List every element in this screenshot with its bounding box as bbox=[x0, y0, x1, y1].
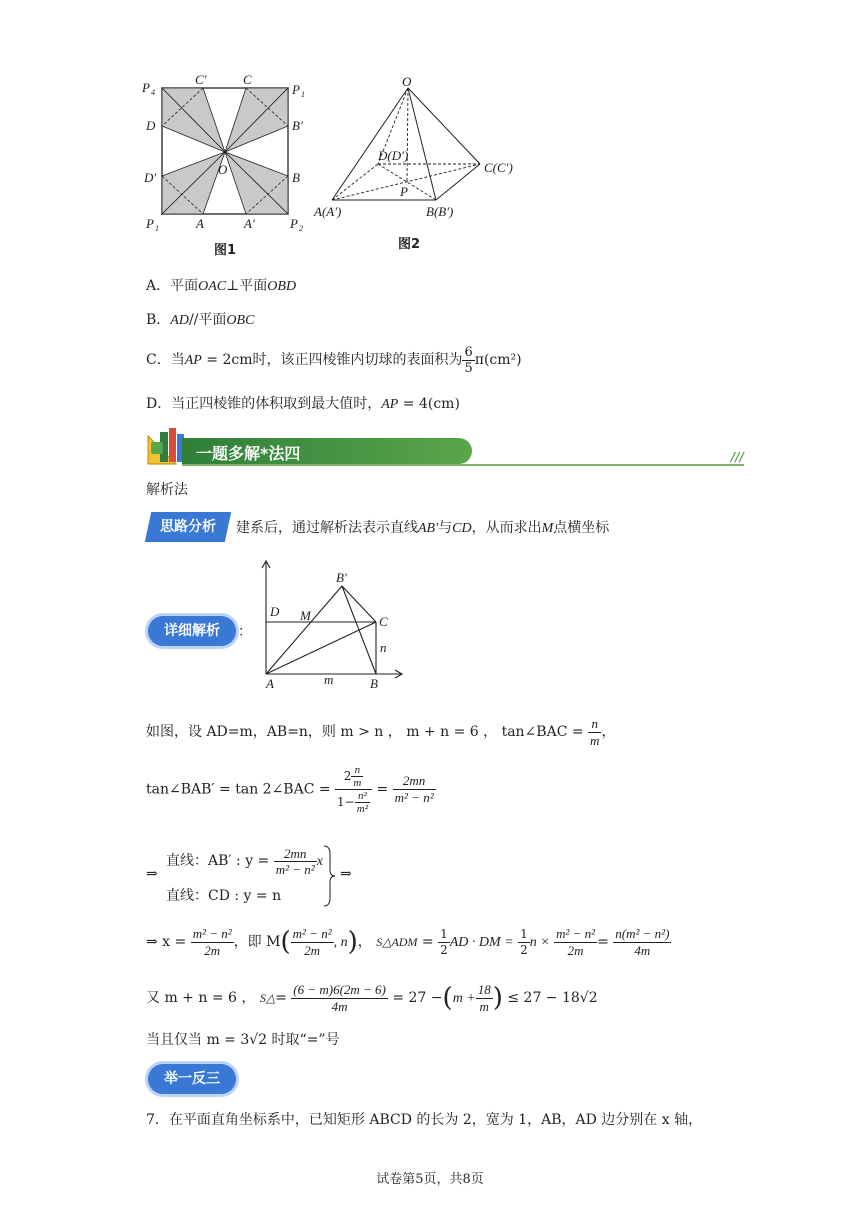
fig2-label-o: O bbox=[402, 76, 412, 89]
line-1: 如图，设 AD=m，AB=n，则 m > n ， m + n = 6 ， tan∠BAC = $\frac{n}{m}$ ， bbox=[146, 715, 616, 748]
svg-text:2: 2 bbox=[299, 224, 303, 233]
coordinate-figure bbox=[252, 558, 412, 694]
fig1-label-p1b: P bbox=[146, 216, 154, 231]
brace-icon bbox=[322, 844, 336, 908]
practice-tag: 举一反三 bbox=[148, 1064, 236, 1094]
fig2-label-c: C(C′) bbox=[484, 160, 513, 175]
fig2-label-b: B(B′) bbox=[426, 204, 454, 219]
method-banner bbox=[146, 428, 744, 466]
svg-text:4: 4 bbox=[151, 88, 155, 97]
coord-label-mm: m bbox=[324, 672, 334, 687]
svg-text:1: 1 bbox=[301, 90, 305, 99]
option-b: B．AD//平面OBC bbox=[146, 312, 255, 328]
banner-title: 一题多解*法四 bbox=[196, 444, 301, 463]
coord-label-m: M bbox=[300, 608, 311, 623]
question-7: 7．在平面直角坐标系中，已知矩形 ABCD 的长为 2，宽为 1，AB，AD 边分别在 x 轴， bbox=[146, 1112, 703, 1128]
line-6: 当且仅当 m = 3√2 时取“=”号 bbox=[146, 1032, 340, 1048]
option-a: A．平面OAC⊥平面OBD bbox=[146, 278, 297, 294]
fig1-label-p2: P bbox=[290, 216, 298, 231]
coord-label-c: C bbox=[379, 614, 388, 629]
fig1-label-d: D bbox=[146, 118, 156, 133]
analysis-tag: 思路分析 bbox=[145, 512, 231, 542]
line-4: ⇒ x = $\frac{\text{m² − n²}}{2m}$ ，即 M( $\frac{\text{m² − n²}}{2m}$ , n)， S△ADM = $\frac{1}{2}$ AD · DM = $\frac{1}{2}$ n × $\frac{\text{m² − n²}}{2m}$ = $\frac{\text{n(m² − n²)}}{4m}$ bbox=[146, 925, 670, 958]
line-5: 又 m + n = 6 ， S△= $\frac{(6 - m)6(2m - 6)}{4m}$ = 27 −(m + $\frac{18}{m}$ ) ≤ 27 − 18√2 bbox=[146, 981, 598, 1014]
fig2-caption: 图2 bbox=[398, 237, 421, 252]
coord-label-d: D bbox=[270, 604, 280, 619]
fig1-label-p4: P bbox=[142, 80, 150, 95]
coord-label-a: A bbox=[266, 676, 274, 691]
coord-label-n: n bbox=[380, 640, 387, 655]
option-d: D．当正四棱锥的体积取到最大值时，AP = 4(cm) bbox=[146, 396, 460, 412]
fig1-caption: 图1 bbox=[214, 243, 237, 258]
page-footer: 试卷第5页，共8页 bbox=[376, 1172, 484, 1187]
line-3: ⇒ 直线：AB′ : y = $\frac{2mn}{\text{m² − n²}}$ x 直线：CD : y = n ⇒ bbox=[146, 840, 366, 910]
banner-slashes: /// bbox=[730, 450, 744, 464]
fig2-label-d: D(D′) bbox=[378, 148, 409, 163]
fig2-label-p: P bbox=[400, 184, 408, 199]
fig1-label-c: C bbox=[243, 72, 252, 87]
fig2-label-a: A(A′) bbox=[314, 204, 342, 219]
fig1-label-dprime: D′ bbox=[144, 170, 157, 185]
fig1-label-bprime: B′ bbox=[292, 118, 303, 133]
detail-tag: 详细解析 bbox=[148, 616, 236, 646]
line-2: tan∠BAB′ = tan 2∠BAC = 2 $\frac{n}{m}$ 1− $\frac{\text{n²}}{\text{m²}}$ = $\frac{2mn}{\text{m² − n²}}$ bbox=[146, 764, 434, 815]
fig1-label-b: B bbox=[292, 170, 300, 185]
figure-2 bbox=[312, 76, 532, 256]
fig1-label-p1: P bbox=[292, 82, 300, 97]
svg-text:1: 1 bbox=[155, 224, 159, 233]
fig1-label-aprime: A′ bbox=[244, 216, 255, 231]
figure-1 bbox=[140, 70, 310, 260]
coord-label-b: B bbox=[370, 676, 378, 691]
fig1-label-o: O bbox=[218, 162, 228, 177]
detail-colon: ： bbox=[238, 624, 252, 640]
option-c: C．当AP = 2cm时，该正四棱锥内切球的表面积为 $\frac{6}{5}$ π(cm²) bbox=[146, 344, 522, 376]
method-title: 解析法 bbox=[146, 482, 188, 498]
fig1-label-cprime: C′ bbox=[195, 72, 207, 87]
analysis-text: 建系后，通过解析法表示直线AB′与CD，从而求出M点横坐标 bbox=[236, 520, 610, 536]
coord-label-bprime: B′ bbox=[336, 570, 347, 585]
fig1-label-a: A bbox=[196, 216, 204, 231]
